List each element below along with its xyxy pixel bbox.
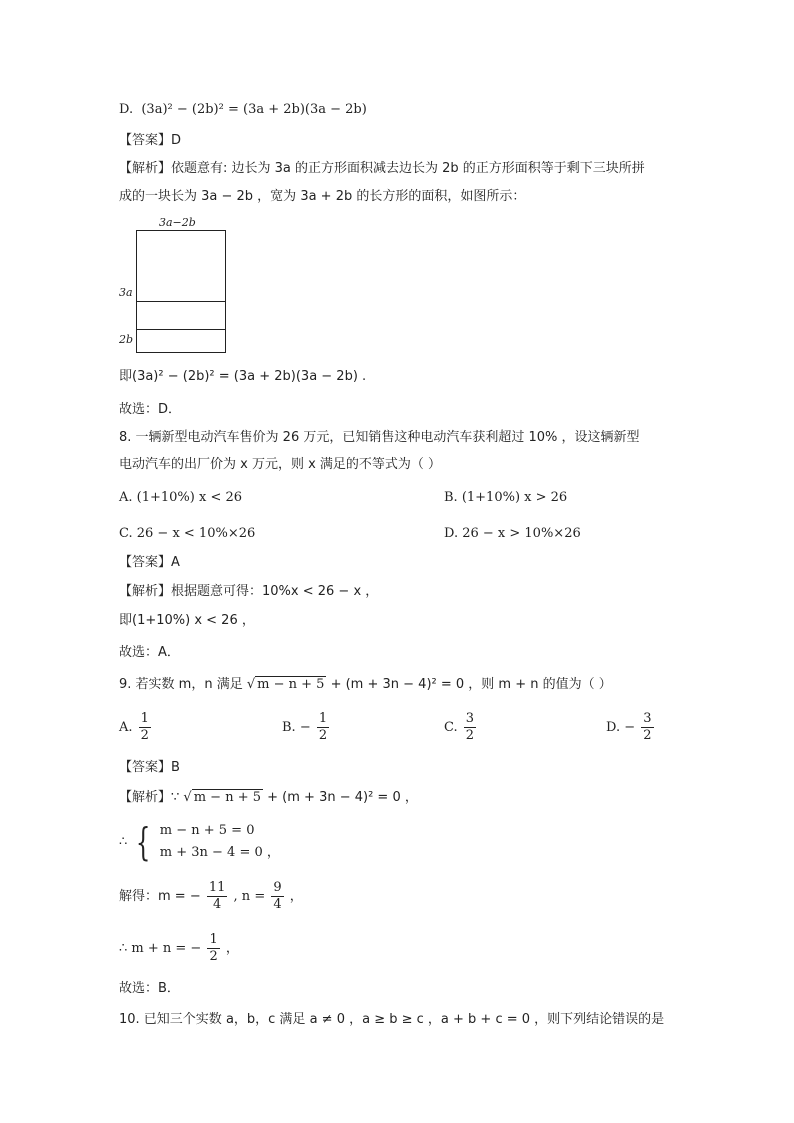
q9-analysis-sqrt: m − n + 5 <box>193 790 262 805</box>
q9-stem <box>119 675 612 695</box>
q9-option-a <box>119 711 153 744</box>
q9-analysis <box>119 788 418 808</box>
q9-analysis-prefix: 【解析】∵ <box>119 790 180 805</box>
q9-option-a-fraction <box>139 711 151 744</box>
q8-stem-line-1: 8. 一辆新型电动汽车售价为 26 万元，已知销售这种电动汽车获利超过 10% ，设这辆新型 <box>119 430 640 445</box>
q9-eq2: m + 3n − 4 = 0 ， <box>159 845 280 860</box>
q9-solve-end: ， <box>289 889 303 904</box>
q7-analysis-line-2: 成的一块长为 3a − 2b ，宽为 3a + 2b 的长方形的面积，如图所示： <box>119 189 526 204</box>
q9-option-d-den: 2 <box>643 728 652 743</box>
q7-option-d <box>119 100 367 120</box>
q9-analysis-radical: √ m − n + 5 <box>183 790 262 805</box>
figure-rectangle <box>136 230 226 353</box>
q10-stem: 10. 已知三个实数 a，b，c 满足 a ≠ 0 ，a ≥ b ≥ c ，a + b + c = 0 ，则下列结论错误的是 <box>119 1012 665 1027</box>
q9-solve-n-den: 4 <box>273 897 282 912</box>
q9-sum-end: ， <box>225 941 239 956</box>
q9-solve-n-num: 9 <box>273 880 282 895</box>
rectangle-figure <box>119 216 229 358</box>
q9-solve-mid: , n = <box>233 889 266 904</box>
figure-left-label-2b: 2b <box>119 333 134 346</box>
q9-option-d-num: 3 <box>643 711 652 726</box>
q9-answer: 【答案】B <box>119 760 180 775</box>
q9-stem-mid: + (m + 3n − 4)² = 0 ，则 m + n 的值为（ ） <box>326 677 612 692</box>
q9-option-c-num: 3 <box>465 711 475 726</box>
figure-divider-1 <box>137 301 225 302</box>
q9-stem-radical: √ m − n + 5 <box>246 677 325 692</box>
q9-analysis-rest: + (m + 3n − 4)² = 0 ， <box>263 790 418 805</box>
q9-stem-sqrt: m − n + 5 <box>257 677 325 692</box>
q9-sum-fraction <box>207 932 219 965</box>
q9-equations <box>160 820 280 864</box>
q7-option-d-label: D. <box>119 102 134 117</box>
q9-sum-num: 1 <box>209 932 218 947</box>
figure-divider-2 <box>137 329 225 330</box>
q8-stem-line-2: 电动汽车的出厂价为 x 万元，则 x 满足的不等式为（ ） <box>119 457 442 472</box>
q8-choose: 故选：A． <box>119 645 180 660</box>
q9-option-c-fraction <box>464 711 476 744</box>
q9-option-c <box>444 711 478 744</box>
q9-stem-prefix: 9. 若实数 m，n 满足 <box>119 677 243 692</box>
figure-top-label: 3a−2b <box>159 216 196 229</box>
q9-option-b-num: 1 <box>318 711 328 726</box>
q7-answer: 【答案】D <box>119 133 182 148</box>
q7-option-d-expr: (3a)² − (2b)² = (3a + 2b)(3a − 2b) <box>141 102 367 117</box>
q8-step: 即(1+10%) x < 26 ， <box>119 613 255 628</box>
q9-sum-prefix: ∴ m + n = − <box>119 941 202 956</box>
left-brace-icon: { <box>136 820 151 864</box>
q9-solve-prefix: 解得：m = − <box>119 889 201 904</box>
q9-therefore: ∴ <box>119 834 128 850</box>
q9-choose: 故选：B． <box>119 981 180 996</box>
q7-conclusion: 即(3a)² − (2b)² = (3a + 2b)(3a − 2b) . <box>119 369 367 384</box>
q8-option-d: D. 26 − x > 10%×26 <box>444 526 581 541</box>
q7-choose: 故选：D． <box>119 402 182 417</box>
q9-option-a-num: 1 <box>140 711 149 726</box>
q9-solve-m-den: 4 <box>212 897 222 912</box>
q8-answer: 【答案】A <box>119 555 180 570</box>
q9-option-d <box>606 711 656 744</box>
q9-sum-den: 2 <box>209 949 218 964</box>
q9-eq1: m − n + 5 = 0 <box>159 823 255 838</box>
q9-option-a-den: 2 <box>140 728 149 743</box>
q9-option-d-label: D. − <box>606 720 636 735</box>
q8-option-b: B. (1+10%) x > 26 <box>444 490 568 505</box>
q9-option-c-label: C. <box>444 720 458 735</box>
q9-option-a-label: A. <box>119 720 133 735</box>
q9-solve <box>119 880 303 913</box>
q9-option-b <box>282 711 331 744</box>
q9-sum <box>119 932 239 965</box>
q9-option-c-den: 2 <box>465 728 475 743</box>
q8-analysis: 【解析】根据题意可得：10%x < 26 − x ， <box>119 584 379 599</box>
q9-system <box>119 820 280 864</box>
q9-solve-m-fraction <box>207 880 228 913</box>
figure-left-label-3a: 3a <box>119 286 133 299</box>
q9-option-b-den: 2 <box>318 728 328 743</box>
q9-option-d-fraction <box>641 711 653 744</box>
q7-analysis-line-1: 【解析】依题意有: 边长为 3a 的正方形面积减去边长为 2b 的正方形面积等于剩下三块所拼 <box>119 161 645 176</box>
q8-option-c: C. 26 − x < 10%×26 <box>119 526 256 541</box>
q8-option-a: A. (1+10%) x < 26 <box>119 490 243 505</box>
q9-solve-m-num: 11 <box>208 880 226 895</box>
q9-option-b-label: B. − <box>282 720 311 735</box>
q9-option-b-fraction <box>317 711 329 744</box>
q9-solve-n-fraction <box>271 880 283 913</box>
